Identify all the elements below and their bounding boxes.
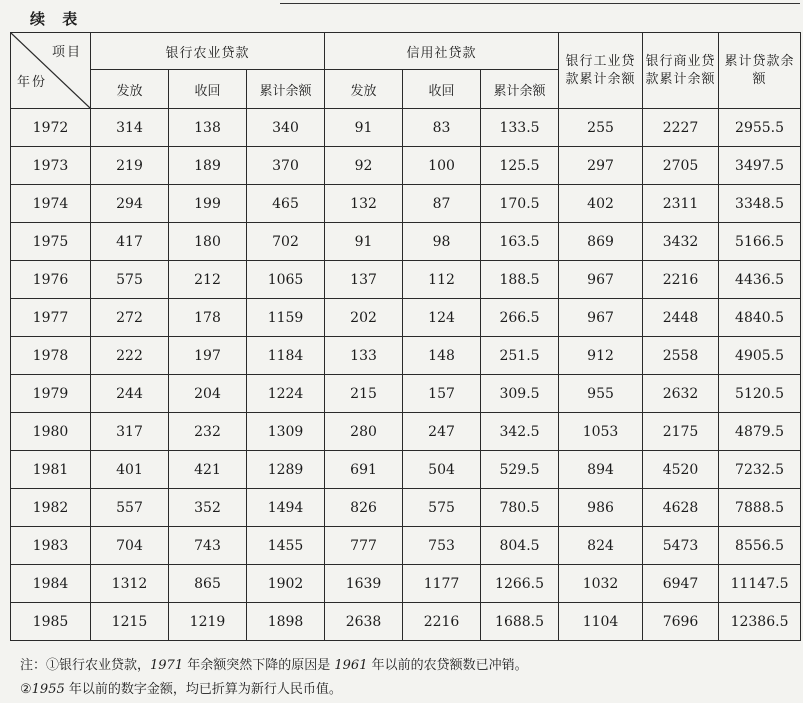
value-cell: 251.5 bbox=[481, 337, 559, 375]
value-cell: 1312 bbox=[91, 565, 169, 603]
value-cell: 1184 bbox=[247, 337, 325, 375]
value-cell: 100 bbox=[403, 147, 481, 185]
value-cell: 12386.5 bbox=[719, 603, 801, 641]
bank-commerce-header: 银行商业贷款累计余额 bbox=[643, 33, 719, 109]
value-cell: 132 bbox=[325, 185, 403, 223]
corner-header-cell bbox=[11, 33, 91, 109]
value-cell: 5473 bbox=[643, 527, 719, 565]
value-cell: 2227 bbox=[643, 109, 719, 147]
value-cell: 138 bbox=[169, 109, 247, 147]
table-row bbox=[11, 147, 801, 185]
value-cell: 370 bbox=[247, 147, 325, 185]
table-row bbox=[11, 375, 801, 413]
value-cell: 2638 bbox=[325, 603, 403, 641]
value-cell: 3348.5 bbox=[719, 185, 801, 223]
corner-year-label: 年份 bbox=[17, 75, 48, 90]
value-cell: 98 bbox=[403, 223, 481, 261]
value-cell: 189 bbox=[169, 147, 247, 185]
corner-item-label: 项目 bbox=[51, 45, 82, 60]
value-cell: 780.5 bbox=[481, 489, 559, 527]
year-cell: 1976 bbox=[11, 261, 91, 299]
value-cell: 691 bbox=[325, 451, 403, 489]
value-cell: 465 bbox=[247, 185, 325, 223]
value-cell: 2955.5 bbox=[719, 109, 801, 147]
value-cell: 824 bbox=[559, 527, 643, 565]
value-cell: 280 bbox=[325, 413, 403, 451]
value-cell: 865 bbox=[169, 565, 247, 603]
value-cell: 402 bbox=[559, 185, 643, 223]
value-cell: 7888.5 bbox=[719, 489, 801, 527]
value-cell: 212 bbox=[169, 261, 247, 299]
value-cell: 294 bbox=[91, 185, 169, 223]
value-cell: 91 bbox=[325, 109, 403, 147]
value-cell: 4436.5 bbox=[719, 261, 801, 299]
value-cell: 148 bbox=[403, 337, 481, 375]
value-cell: 1215 bbox=[91, 603, 169, 641]
credit-coop-header: 信用社贷款 bbox=[325, 33, 559, 70]
top-rule bbox=[280, 3, 800, 4]
value-cell: 4840.5 bbox=[719, 299, 801, 337]
value-cell: 163.5 bbox=[481, 223, 559, 261]
value-cell: 1494 bbox=[247, 489, 325, 527]
value-cell: 157 bbox=[403, 375, 481, 413]
bank-agri-header: 银行农业贷款 bbox=[91, 33, 325, 70]
value-cell: 967 bbox=[559, 261, 643, 299]
value-cell: 92 bbox=[325, 147, 403, 185]
value-cell: 247 bbox=[403, 413, 481, 451]
value-cell: 1688.5 bbox=[481, 603, 559, 641]
value-cell: 2558 bbox=[643, 337, 719, 375]
value-cell: 202 bbox=[325, 299, 403, 337]
value-cell: 180 bbox=[169, 223, 247, 261]
bank-industry-header: 银行工业贷款累计余额 bbox=[559, 33, 643, 109]
value-cell: 2632 bbox=[643, 375, 719, 413]
value-cell: 986 bbox=[559, 489, 643, 527]
value-cell: 753 bbox=[403, 527, 481, 565]
table-row bbox=[11, 223, 801, 261]
value-cell: 352 bbox=[169, 489, 247, 527]
value-cell: 6947 bbox=[643, 565, 719, 603]
total-balance-header: 累计贷款余 额 bbox=[719, 33, 801, 109]
value-cell: 3497.5 bbox=[719, 147, 801, 185]
year-cell: 1975 bbox=[11, 223, 91, 261]
footnotes bbox=[20, 654, 528, 702]
year-cell: 1983 bbox=[11, 527, 91, 565]
value-cell: 133.5 bbox=[481, 109, 559, 147]
value-cell: 137 bbox=[325, 261, 403, 299]
value-cell: 804.5 bbox=[481, 527, 559, 565]
year-cell: 1981 bbox=[11, 451, 91, 489]
table-row bbox=[11, 413, 801, 451]
loan-table bbox=[10, 32, 801, 641]
value-cell: 1104 bbox=[559, 603, 643, 641]
year-cell: 1973 bbox=[11, 147, 91, 185]
table-row bbox=[11, 527, 801, 565]
value-cell: 11147.5 bbox=[719, 565, 801, 603]
value-cell: 557 bbox=[91, 489, 169, 527]
value-cell: 170.5 bbox=[481, 185, 559, 223]
value-cell: 417 bbox=[91, 223, 169, 261]
value-cell: 244 bbox=[91, 375, 169, 413]
value-cell: 7696 bbox=[643, 603, 719, 641]
credit-coop-balance-header: 累计余额 bbox=[481, 70, 559, 109]
value-cell: 4520 bbox=[643, 451, 719, 489]
value-cell: 826 bbox=[325, 489, 403, 527]
value-cell: 777 bbox=[325, 527, 403, 565]
value-cell: 869 bbox=[559, 223, 643, 261]
value-cell: 7232.5 bbox=[719, 451, 801, 489]
value-cell: 421 bbox=[169, 451, 247, 489]
value-cell: 204 bbox=[169, 375, 247, 413]
value-cell: 297 bbox=[559, 147, 643, 185]
bank-agri-recover-header: 收回 bbox=[169, 70, 247, 109]
bank-agri-issue-header: 发放 bbox=[91, 70, 169, 109]
value-cell: 1159 bbox=[247, 299, 325, 337]
value-cell: 967 bbox=[559, 299, 643, 337]
value-cell: 4628 bbox=[643, 489, 719, 527]
year-cell: 1979 bbox=[11, 375, 91, 413]
value-cell: 1266.5 bbox=[481, 565, 559, 603]
table-row bbox=[11, 489, 801, 527]
value-cell: 1224 bbox=[247, 375, 325, 413]
value-cell: 912 bbox=[559, 337, 643, 375]
value-cell: 1289 bbox=[247, 451, 325, 489]
value-cell: 314 bbox=[91, 109, 169, 147]
value-cell: 112 bbox=[403, 261, 481, 299]
value-cell: 1053 bbox=[559, 413, 643, 451]
value-cell: 125.5 bbox=[481, 147, 559, 185]
table-row bbox=[11, 109, 801, 147]
value-cell: 504 bbox=[403, 451, 481, 489]
table-row bbox=[11, 185, 801, 223]
credit-coop-issue-header: 发放 bbox=[325, 70, 403, 109]
value-cell: 124 bbox=[403, 299, 481, 337]
value-cell: 529.5 bbox=[481, 451, 559, 489]
bank-agri-balance-header: 累计余额 bbox=[247, 70, 325, 109]
value-cell: 2448 bbox=[643, 299, 719, 337]
year-cell: 1982 bbox=[11, 489, 91, 527]
table-row bbox=[11, 603, 801, 641]
value-cell: 266.5 bbox=[481, 299, 559, 337]
value-cell: 1219 bbox=[169, 603, 247, 641]
value-cell: 91 bbox=[325, 223, 403, 261]
value-cell: 1309 bbox=[247, 413, 325, 451]
value-cell: 178 bbox=[169, 299, 247, 337]
value-cell: 188.5 bbox=[481, 261, 559, 299]
value-cell: 1639 bbox=[325, 565, 403, 603]
table-row bbox=[11, 337, 801, 375]
table-row bbox=[11, 261, 801, 299]
value-cell: 1455 bbox=[247, 527, 325, 565]
credit-coop-recover-header: 收回 bbox=[403, 70, 481, 109]
value-cell: 340 bbox=[247, 109, 325, 147]
value-cell: 8556.5 bbox=[719, 527, 801, 565]
year-cell: 1980 bbox=[11, 413, 91, 451]
value-cell: 2705 bbox=[643, 147, 719, 185]
page-title: 续 表 bbox=[30, 10, 84, 28]
value-cell: 5166.5 bbox=[719, 223, 801, 261]
value-cell: 309.5 bbox=[481, 375, 559, 413]
value-cell: 2175 bbox=[643, 413, 719, 451]
table-row bbox=[11, 451, 801, 489]
value-cell: 4879.5 bbox=[719, 413, 801, 451]
value-cell: 1177 bbox=[403, 565, 481, 603]
value-cell: 197 bbox=[169, 337, 247, 375]
value-cell: 317 bbox=[91, 413, 169, 451]
value-cell: 2216 bbox=[643, 261, 719, 299]
footnote-2: ②1955 年以前的数字金额，均已折算为新行人民币值。 bbox=[20, 682, 342, 697]
value-cell: 5120.5 bbox=[719, 375, 801, 413]
value-cell: 1032 bbox=[559, 565, 643, 603]
value-cell: 1065 bbox=[247, 261, 325, 299]
value-cell: 1898 bbox=[247, 603, 325, 641]
year-cell: 1985 bbox=[11, 603, 91, 641]
value-cell: 575 bbox=[91, 261, 169, 299]
value-cell: 894 bbox=[559, 451, 643, 489]
value-cell: 219 bbox=[91, 147, 169, 185]
value-cell: 702 bbox=[247, 223, 325, 261]
value-cell: 232 bbox=[169, 413, 247, 451]
value-cell: 215 bbox=[325, 375, 403, 413]
value-cell: 133 bbox=[325, 337, 403, 375]
table-row bbox=[11, 565, 801, 603]
year-cell: 1977 bbox=[11, 299, 91, 337]
value-cell: 222 bbox=[91, 337, 169, 375]
value-cell: 3432 bbox=[643, 223, 719, 261]
year-cell: 1978 bbox=[11, 337, 91, 375]
year-cell: 1974 bbox=[11, 185, 91, 223]
table-row bbox=[11, 299, 801, 337]
year-cell: 1972 bbox=[11, 109, 91, 147]
footnote-1: 注：①银行农业贷款，1971 年余额突然下降的原因是 1961 年以前的农贷额数已冲销。 bbox=[20, 658, 528, 673]
value-cell: 342.5 bbox=[481, 413, 559, 451]
value-cell: 704 bbox=[91, 527, 169, 565]
value-cell: 2216 bbox=[403, 603, 481, 641]
value-cell: 272 bbox=[91, 299, 169, 337]
value-cell: 83 bbox=[403, 109, 481, 147]
value-cell: 2311 bbox=[643, 185, 719, 223]
value-cell: 255 bbox=[559, 109, 643, 147]
year-cell: 1984 bbox=[11, 565, 91, 603]
value-cell: 87 bbox=[403, 185, 481, 223]
value-cell: 4905.5 bbox=[719, 337, 801, 375]
value-cell: 575 bbox=[403, 489, 481, 527]
value-cell: 743 bbox=[169, 527, 247, 565]
value-cell: 401 bbox=[91, 451, 169, 489]
value-cell: 1902 bbox=[247, 565, 325, 603]
value-cell: 199 bbox=[169, 185, 247, 223]
value-cell: 955 bbox=[559, 375, 643, 413]
